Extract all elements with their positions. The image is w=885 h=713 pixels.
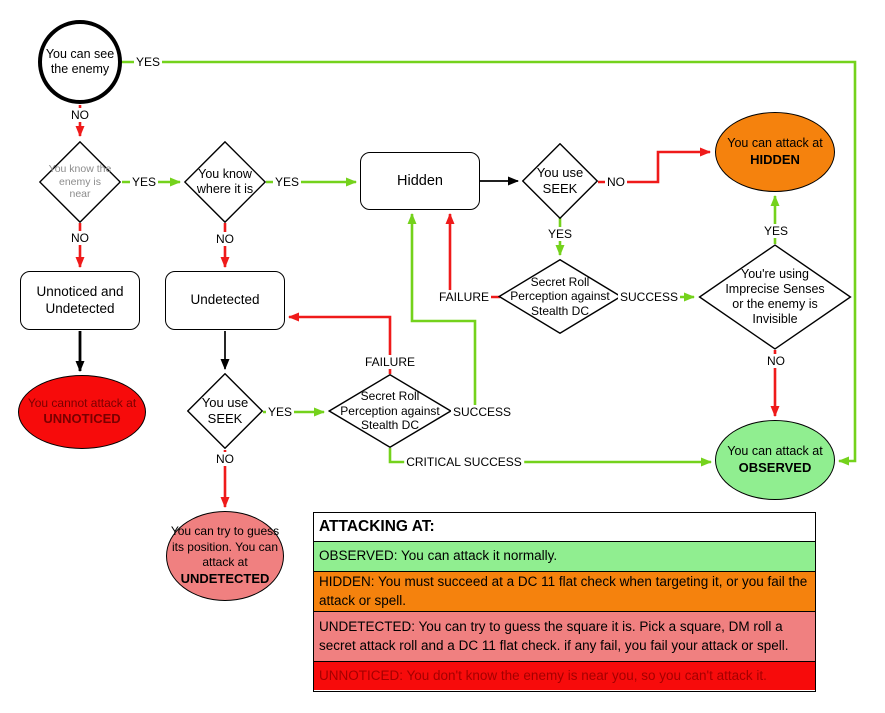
node-cannot-attack-unnoticed-label: You cannot attack at UNNOTICED bbox=[27, 395, 137, 427]
node-attack-at-hidden-label: You can attack at HIDDEN bbox=[727, 136, 823, 167]
edge-label-imprecise-no: NO bbox=[767, 354, 785, 368]
node-unnoticed-undetected bbox=[20, 271, 140, 330]
node-attack-at-hidden bbox=[715, 112, 835, 192]
edge-label-roll-bottom-failure: FAILURE bbox=[364, 355, 416, 369]
node-undetected-label: Undetected bbox=[190, 292, 260, 308]
edge-label-imprecise-yes: YES bbox=[763, 224, 789, 238]
edge-label-roll-top-failure: FAILURE bbox=[438, 290, 490, 304]
node-start-label: You can see the enemy bbox=[45, 47, 115, 76]
edge-label-start-no: NO bbox=[71, 108, 89, 122]
edge-label-near-no: NO bbox=[71, 231, 89, 245]
edge-label-seek-bottom-no: NO bbox=[216, 452, 234, 466]
legend-row-unnoticed-text: UNNOTICED: You don't know the enemy is near you, so you can't attack it. bbox=[319, 667, 767, 683]
node-guess-position bbox=[166, 511, 284, 601]
node-know-where bbox=[184, 141, 266, 223]
legend-table bbox=[313, 512, 816, 692]
node-hidden bbox=[360, 152, 480, 210]
node-use-seek-bottom bbox=[187, 373, 263, 449]
legend-row-undetected-text: UNDETECTED: You can try to guess the square it is. Pick a square, DM roll a secret attack roll and a DC 11 flat check. if any fail, you fail your attack or spell. bbox=[319, 618, 789, 653]
edge-label-where-no: NO bbox=[216, 232, 234, 246]
node-start bbox=[38, 20, 122, 104]
node-attack-at-observed bbox=[715, 420, 835, 500]
edge-label-seek-top-yes: YES bbox=[547, 227, 573, 241]
legend-row-hidden bbox=[314, 571, 815, 611]
legend-title: ATTACKING AT: bbox=[314, 513, 815, 541]
edge-label-roll-bottom-success: SUCCESS bbox=[452, 405, 512, 419]
edge-label-critical-success: CRITICAL SUCCESS bbox=[406, 455, 522, 469]
node-cannot-attack-unnoticed bbox=[18, 375, 146, 449]
edge-label-near-yes: YES bbox=[131, 175, 157, 189]
node-know-where-label: You know where it is bbox=[196, 167, 254, 196]
edge-label-seek-top-no: NO bbox=[607, 175, 625, 189]
legend-row-undetected bbox=[314, 611, 815, 661]
node-secret-roll-bottom-label: Secret Roll Perception against Stealth DC bbox=[340, 389, 440, 433]
edge-label-start-yes: YES bbox=[135, 55, 161, 69]
edge-label-where-yes: YES bbox=[274, 175, 300, 189]
node-use-seek-bottom-label: You use SEEK bbox=[201, 395, 249, 426]
node-hidden-label: Hidden bbox=[397, 172, 443, 189]
node-use-seek-top-label: You use SEEK bbox=[536, 165, 584, 196]
node-use-seek-top bbox=[522, 143, 598, 219]
node-secret-roll-top-label: Secret Roll Perception against Stealth DC bbox=[510, 274, 610, 318]
node-secret-roll-bottom bbox=[328, 374, 452, 448]
legend-row-unnoticed bbox=[314, 661, 815, 690]
edge-secret_roll_top-to-hidden bbox=[450, 214, 500, 297]
node-imprecise-senses-label: You're using Imprecise Senses or the enemy is Invisible bbox=[725, 267, 825, 326]
node-unnoticed-undetected-label: Unnoticed and Undetected bbox=[36, 283, 124, 316]
legend-row-observed bbox=[314, 541, 815, 571]
edge-label-seek-bottom-yes: YES bbox=[267, 405, 293, 419]
legend-row-observed-text: OBSERVED: You can attack it normally. bbox=[319, 548, 558, 564]
edge-label-roll-top-success: SUCCESS bbox=[619, 290, 679, 304]
node-know-enemy-near bbox=[39, 141, 121, 223]
node-secret-roll-top bbox=[498, 259, 622, 334]
node-undetected bbox=[165, 271, 285, 330]
node-attack-at-observed-label: You can attack at OBSERVED bbox=[727, 444, 823, 475]
node-know-enemy-near-label: You know the enemy is near bbox=[48, 163, 112, 201]
node-guess-position-label: You can try to guess its position. You can attack at UNDETECTED bbox=[170, 524, 280, 586]
legend-row-hidden-text: HIDDEN: You must succeed at a DC 11 flat check when targeting it, or you fail the attack or spell. bbox=[319, 573, 808, 608]
node-imprecise-senses bbox=[698, 244, 852, 350]
